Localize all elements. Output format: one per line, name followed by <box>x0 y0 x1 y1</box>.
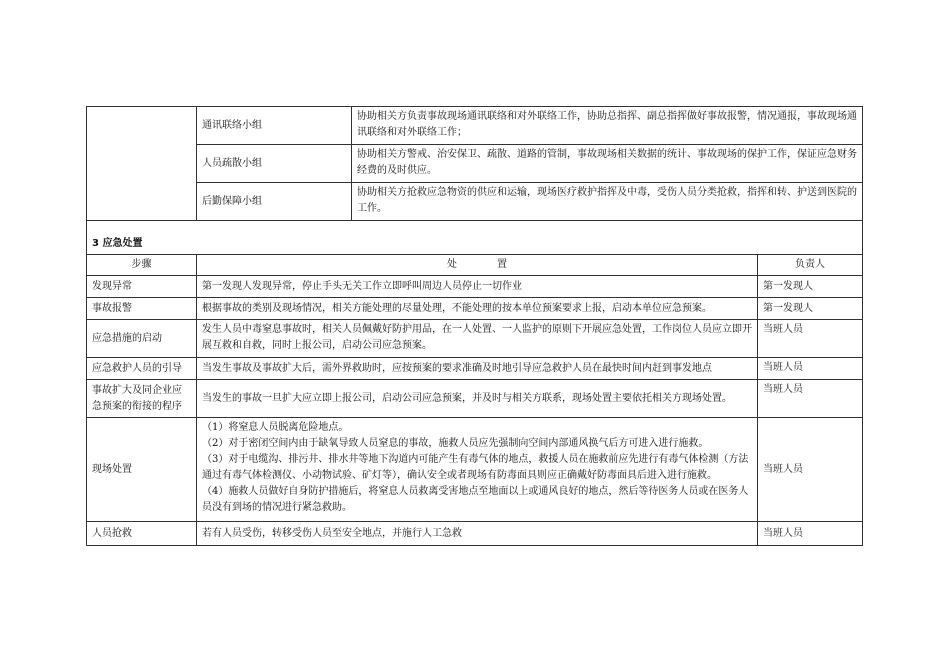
step-cell: 事故报警 <box>87 298 197 320</box>
group-blank-cell <box>87 107 197 221</box>
group-duty: 协助相关方警戒、治安保卫、疏散、道路的管制，事故现场相关数据的统计、事故现场的保护工作，保证应急财务经费的及时供应。 <box>352 145 863 183</box>
table-row <box>87 358 863 380</box>
owner-cell: 第一发现人 <box>758 276 863 298</box>
owner-cell: 当班人员 <box>758 380 863 418</box>
header-owner: 负责人 <box>758 255 863 276</box>
owner-cell: 当班人员 <box>758 418 863 522</box>
group-name: 后勤保障小组 <box>197 183 352 221</box>
list-item: （3）对于电缆沟、排污井、排水井等地下沟道内可能产生有毒气体的地点，救援人员在施救前应先进行有毒气体检测（方法通过有毒气体检测仪、小动物试验、矿灯等），确认安全或者现场有防毒面具则应正确戴好防毒面具后进入进行施救。 <box>202 454 749 481</box>
action-cell: 当发生的事故一旦扩大应立即上报公司，启动公司应急预案，并及时与相关方联系，现场处置主要依托相关方现场处置。 <box>197 380 758 418</box>
group-row <box>87 107 863 145</box>
list-item: （1）将窒息人员脱离危险地点。 <box>202 422 349 433</box>
action-cell: 根据事故的类别及现场情况，相关方能处理的尽量处理，不能处理的按本单位预案要求上报，启动本单位应急预案。 <box>197 298 758 320</box>
step-cell: 事故扩大及同企业应急预案的衔接的程序 <box>87 380 197 418</box>
list-item: （4）施救人员做好自身防护措施后，将窒息人员救离受害地点至地面以上或通风良好的地点，然后等待医务人员或在医务人员没有到场的情况进行紧急救助。 <box>202 486 749 513</box>
onsite-action-cell <box>197 418 758 522</box>
header-step: 步骤 <box>87 255 197 276</box>
list-item: （2）对于密闭空间内由于缺氧导致人员窒息的事故，施救人员应先强制向空间内部通风换气后方可进入进行施救。 <box>202 438 709 449</box>
action-cell: 第一发现人发现异常，停止手头无关工作立即呼叫周边人员停止一切作业 <box>197 276 758 298</box>
group-row <box>87 145 863 183</box>
table-row <box>87 276 863 298</box>
table-row <box>87 320 863 358</box>
step-cell: 人员抢救 <box>87 522 197 546</box>
owner-cell: 当班人员 <box>758 320 863 358</box>
header-row <box>87 255 863 276</box>
step-cell: 现场处置 <box>87 418 197 522</box>
owner-cell: 当班人员 <box>758 522 863 546</box>
group-name: 人员疏散小组 <box>197 145 352 183</box>
owner-cell: 第一发现人 <box>758 298 863 320</box>
table-row <box>87 298 863 320</box>
group-name: 通讯联络小组 <box>197 107 352 145</box>
action-cell: 若有人员受伤，转移受伤人员至安全地点，并施行人工急救 <box>197 522 758 546</box>
owner-cell: 当班人员 <box>758 358 863 380</box>
step-cell: 发现异常 <box>87 276 197 298</box>
step-cell: 应急救护人员的引导 <box>87 358 197 380</box>
action-cell: 发生人员中毒窒息事故时，相关人员佩戴好防护用品，在一人处置、一人监护的原则下开展应急处置，工作岗位人员应立即开展互救和自救，同时上报公司，启动公司应急预案。 <box>197 320 758 358</box>
group-duty: 协助相关方负责事故现场通讯联络和对外联络工作，协助总指挥、副总指挥做好事故报警，情况通报，事故现场通讯联络和对外联络工作； <box>352 107 863 145</box>
section-title: 3 应急处置 <box>87 221 863 255</box>
section-title-row <box>87 221 863 255</box>
table-row-onsite <box>87 418 863 522</box>
step-cell: 应急措施的启动 <box>87 320 197 358</box>
header-action: 处 置 <box>197 255 758 276</box>
group-row <box>87 183 863 221</box>
emergency-response-table <box>86 106 863 546</box>
table-row <box>87 522 863 546</box>
action-cell: 当发生事故及事故扩大后，需外界救助时，应按预案的要求准确及时地引导应急救护人员在最快时间内赶到事发地点 <box>197 358 758 380</box>
table-row <box>87 380 863 418</box>
group-duty: 协助相关方抢救应急物资的供应和运输，现场医疗救护指挥及中毒，受伤人员分类抢救，指挥和转、护送到医院的工作。 <box>352 183 863 221</box>
